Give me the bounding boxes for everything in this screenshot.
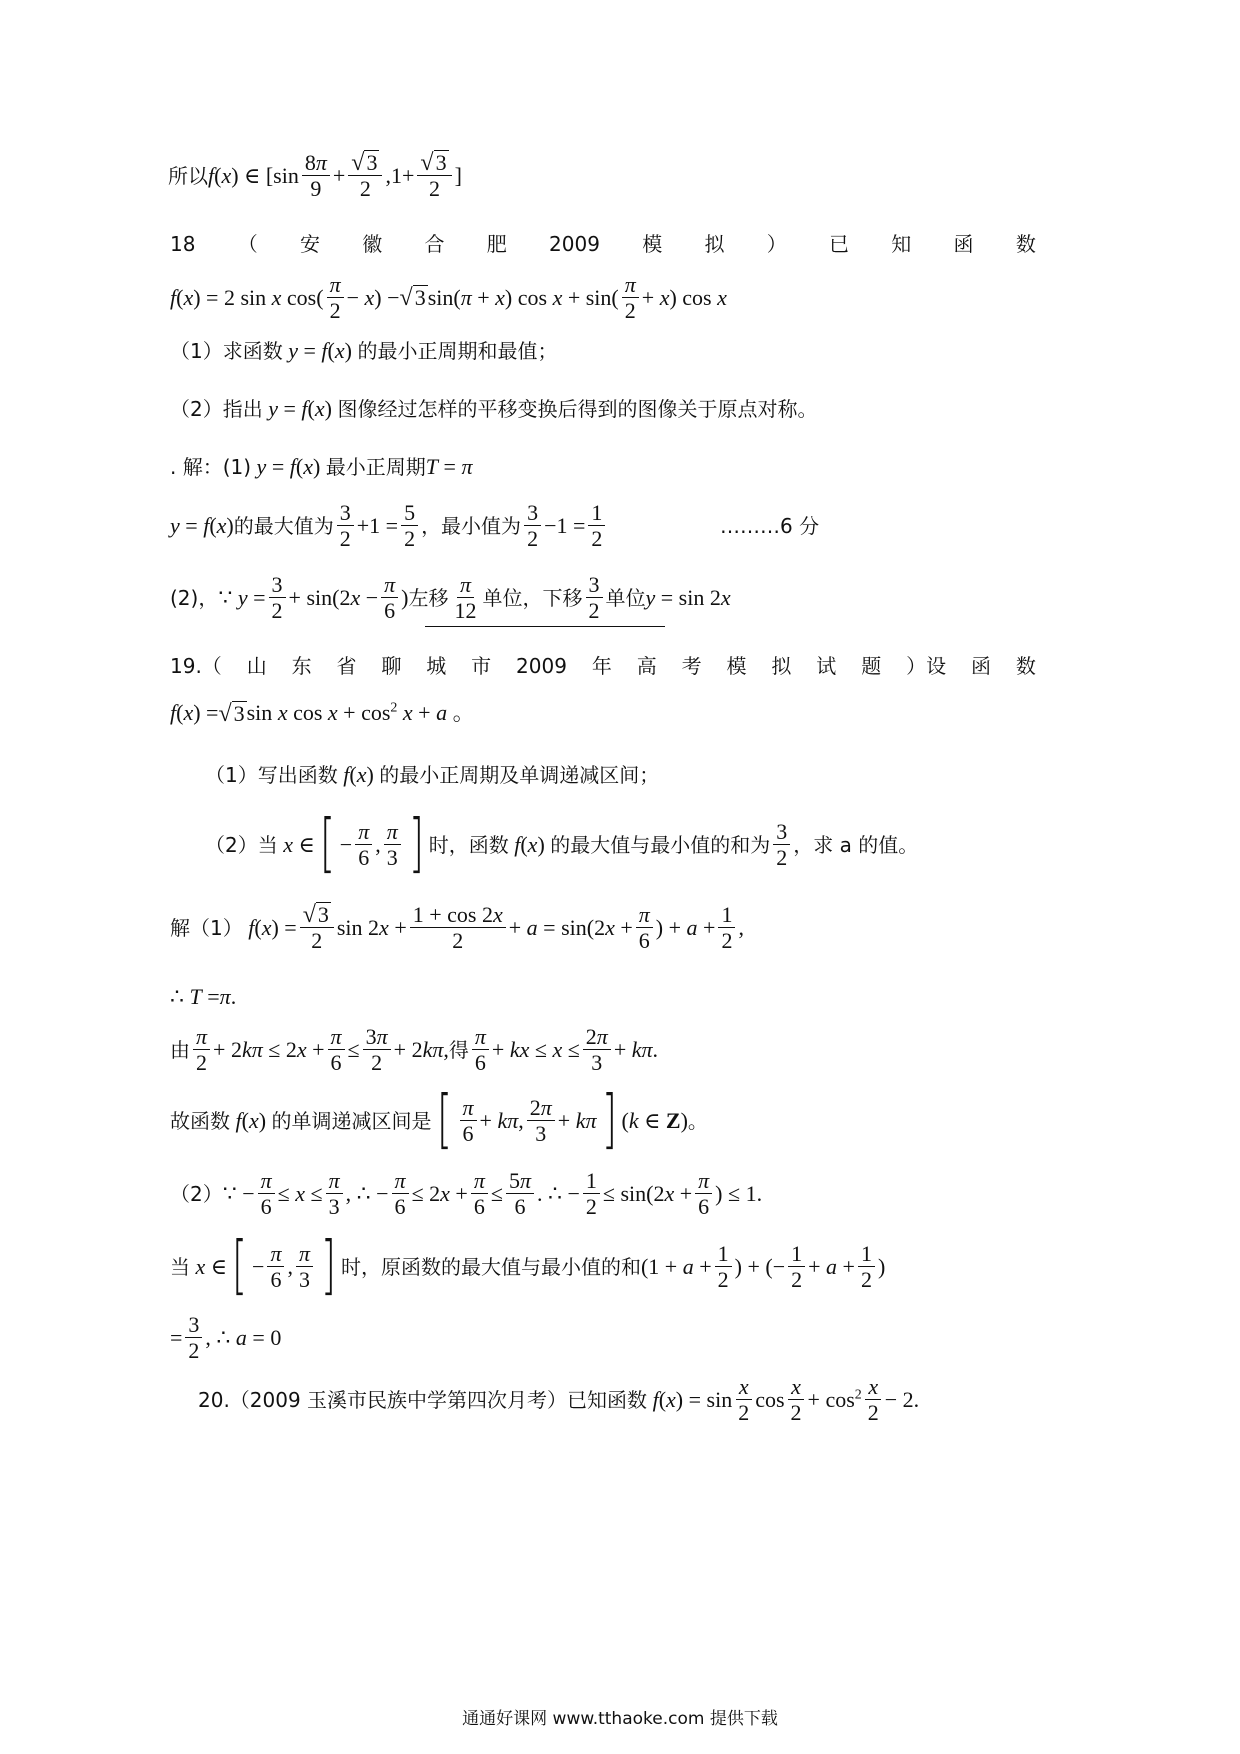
q19-part2: （2）当 x ∈ [ − $\frac{\pi}{6}$ , $\frac{\pi}{3}$ ] 时，函数 f(x) 的最大值与最小值的和为 $\frac{3}{2}$ ，求 a 的值。 xyxy=(205,807,919,881)
sol19-answer: = $\frac{3}{2}$ , ∴ a = 0 xyxy=(170,1312,282,1364)
sol19-period: ∴ T = π . xyxy=(170,984,237,1009)
sol18-translation: (2)， ∵ y = $\frac{3}{2}$ + sin(2x − $\frac{\pi}{6}$ ) 左移 $\frac{\pi}{12}$ 单位，下移 $\frac{3}{2}$ 单位 y = sin 2x xyxy=(170,572,731,624)
header-token: ）设 xyxy=(906,654,947,678)
header-token: 模 xyxy=(642,232,663,256)
result-line-range: 所以 f(x) ∈ [sin $\frac{8\pi}{9}$ + √ 3 2 ,1+ √ 3 2 ] xyxy=(168,150,462,202)
header-token: ） xyxy=(766,232,787,256)
header-token: 拟 xyxy=(704,232,725,256)
sol19-monotonic: 由 $\frac{\pi}{2}$ + 2kπ ≤ 2x + $\frac{\pi}{6}$ ≤ $\frac{3\pi}{2}$ + 2kπ, 得 $\frac{\pi}{6}$ + kx ≤ x ≤ $\frac{2\pi}{3}$ + kπ. xyxy=(170,1024,659,1076)
header-token: 安 xyxy=(299,232,320,256)
header-token: 市 xyxy=(471,654,492,678)
header-token: 肥 xyxy=(486,232,507,256)
sol19-range: （2） ∵ − $\frac{\pi}{6}$ ≤ x ≤ $\frac{\pi}{3}$ , ∴ − $\frac{\pi}{6}$ ≤ 2x + $\frac{\pi}{6}$ ≤ $\frac{5\pi}{6}$ . ∴ − $\frac{1}{2}$ ≤ sin(2x + $\frac{\pi}{6}$ ) ≤ 1. xyxy=(170,1168,763,1220)
header-token: 已 xyxy=(829,232,850,256)
header-token: 19.（ xyxy=(170,654,222,678)
header-token: 山 xyxy=(246,654,267,678)
header-token: 考 xyxy=(681,654,702,678)
underline xyxy=(425,626,665,627)
header-token: 2009 xyxy=(516,654,567,678)
header-token: 合 xyxy=(424,232,445,256)
header-token: 城 xyxy=(426,654,447,678)
header-token: 函 xyxy=(953,232,974,256)
header-token: 数 xyxy=(1015,232,1036,256)
header-token: （ xyxy=(237,232,258,256)
header-token: 拟 xyxy=(771,654,792,678)
header-token: 模 xyxy=(726,654,747,678)
q18-part2: （2）指出 y = f(x) 图像经过怎样的平移变换后得到的图像关于原点对称。 xyxy=(170,396,818,422)
q19-function: f(x) = √ 3 sin x $\cos x + \cos^2 x + a$ 。 xyxy=(170,700,475,727)
header-token: 高 xyxy=(636,654,657,678)
sol18-extrema: y = f(x) 的最大值为 $\frac{3}{2}$ +1 = $\frac{5}{2}$ ，最小值为 $\frac{3}{2}$ −1 = $\frac{1}{2}$ xyxy=(170,500,608,552)
header-token: 函 xyxy=(970,654,991,678)
header-token: 题 xyxy=(861,654,882,678)
header-token: 省 xyxy=(336,654,357,678)
header-token: 18 xyxy=(170,232,196,256)
header-token: 聊 xyxy=(381,654,402,678)
header-token: 年 xyxy=(591,654,612,678)
header-token: 数 xyxy=(1015,654,1036,678)
sol19-sum: 当 x ∈ [ − $\frac{\pi}{6}$ , $\frac{\pi}{3}$ ] 时，原函数的最大值与最小值的和 (1 + a + $\frac{1}{2}$ ) + (− $\frac{1}{2}$ + a + $\frac{1}{2}$ ) xyxy=(170,1229,886,1303)
header-token: 2009 xyxy=(549,232,600,256)
header-token: 徽 xyxy=(362,232,383,256)
sol18-period: . 解：(1) y = f(x) 最小正周期 T = π xyxy=(170,454,473,480)
score-mark: ………6 分 xyxy=(720,514,820,538)
text-so: 所以 xyxy=(168,163,208,188)
q18-part1: （1）求函数 y = f(x) 的最小正周期和最值； xyxy=(170,338,558,364)
header-token: 知 xyxy=(891,232,912,256)
sol19-simplify: 解（1） f(x) = √ 3 2 sin 2x + $\frac{1 + \cos 2x}{2}$ + a = sin(2x + $\frac{\pi}{6}$ ) + a + $\frac{1}{2}$ , xyxy=(170,902,744,954)
q19-header xyxy=(170,654,1036,678)
q20: 20.（2009 玉溪市民族中学第四次月考）已知函数 f(x) = sin $\frac{x}{2}$ cos $\frac{x}{2}$ + $\cos^2$ $\frac{x}{2}$ − 2. xyxy=(198,1374,920,1426)
q18-header xyxy=(170,232,1036,256)
sol19-interval: 故函数 f(x) 的单调递减区间是 [ $\frac{\pi}{6}$ + kπ, $\frac{2\pi}{3}$ + kπ ] (k ∈ Z) 。 xyxy=(170,1083,708,1157)
header-token: 东 xyxy=(291,654,312,678)
page-footer: 通通好课网 www.tthaoke.com 提供下载 xyxy=(462,1709,778,1729)
header-token: 试 xyxy=(816,654,837,678)
q18-function: f(x) = 2 sin x cos( $\frac{\pi}{2}$ − x) − √ 3 sin(π + x) cos x + sin( $\frac{\pi}{2}$ + x) cos x xyxy=(170,272,727,324)
q19-part1: （1）写出函数 f(x) 的最小正周期及单调递减区间； xyxy=(205,762,660,788)
